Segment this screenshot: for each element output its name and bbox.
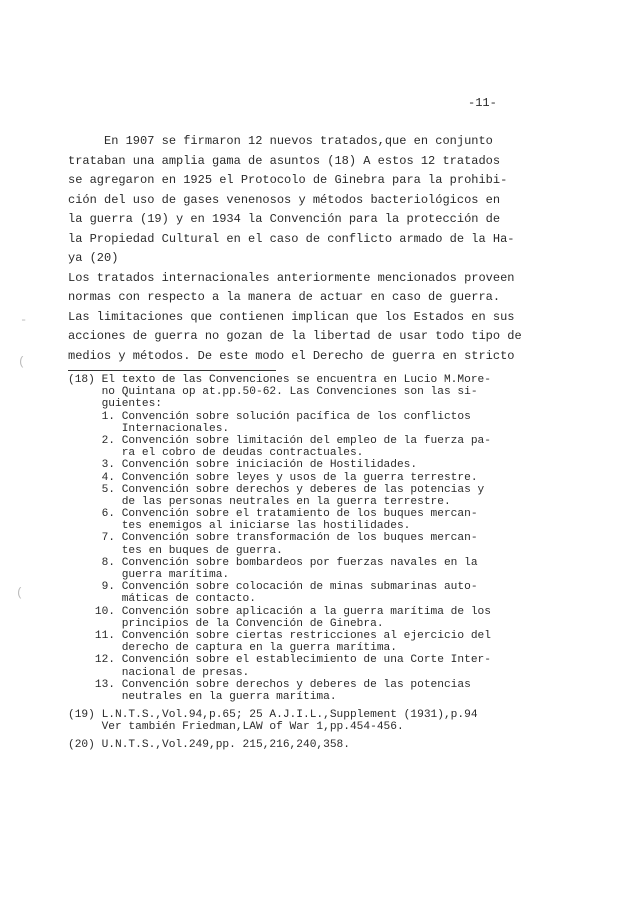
footnote-line: nacional de presas. <box>68 666 250 679</box>
footnote-divider <box>68 370 276 371</box>
body-line: trataban una amplia gama de asuntos (18) A estos 12 tratados <box>68 153 501 168</box>
footnote-line: derecho de captura en la guerra marítima. <box>68 642 397 655</box>
footnote-line: máticas de contacto. <box>68 593 256 606</box>
body-line: medios y métodos. De este modo el Derecho de guerra en stricto <box>68 348 515 363</box>
body-line: ción del uso de gases venenosos y métodos bacteriológicos en <box>68 192 501 207</box>
body-line: la guerra (19) y en 1934 la Convención para la protección de <box>68 212 501 226</box>
footnote-line: 2. Convención sobre limitación del empleo de la fuerza pa- <box>68 434 491 447</box>
page-number: -11- <box>468 96 497 110</box>
footnote-line: 9. Convención sobre colocación de minas submarinas auto- <box>68 581 478 594</box>
footnote-line: tes enemigos al iniciarse las hostilidades. <box>68 520 411 533</box>
body-line: la Propiedad Cultural en el caso de conflicto armado de la Ha- <box>68 231 515 246</box>
footnote-line: no Quintana op at.pp.50-62. Las Convenciones son las si- <box>68 386 478 399</box>
footnote-20 <box>68 739 568 751</box>
footnote-line: 1. Convención sobre solución pacífica de los conflictos <box>68 410 471 423</box>
footnote-line: 6. Convención sobre el tratamiento de los buques mercan- <box>68 508 478 521</box>
footnote-line: 3. Convención sobre iniciación de Hostilidades. <box>68 459 418 472</box>
footnote-line: 13. Convención sobre derechos y deberes de las potencias <box>68 678 471 691</box>
body-line: Los tratados internacionales anteriormente mencionados proveen <box>68 270 515 285</box>
footnote-line: de las personas neutrales en la guerra terrestre. <box>68 495 451 508</box>
footnote-line: neutrales en la guerra marítima. <box>68 690 337 703</box>
body-line: En 1907 se firmaron 12 nuevos tratados,que en conjunto <box>68 134 493 148</box>
footnote-line: Internacionales. <box>68 422 230 435</box>
footnote-line: 12. Convención sobre el establecimiento de una Corte Inter- <box>68 654 491 667</box>
body-line: normas con respecto a la manera de actuar en caso de guerra. <box>68 290 501 304</box>
footnote-line: ra el cobro de deudas contractuales. <box>68 447 364 460</box>
footnote-line: (19) L.N.T.S.,Vol.94,p.65; 25 A.J.I.L.,Supplement (1931),p.94 <box>68 709 478 722</box>
body-line: Las limitaciones que contienen implican que los Estados en sus <box>68 309 515 324</box>
footnote-line: principios de la Convención de Ginebra. <box>68 617 384 630</box>
footnotes <box>68 374 568 752</box>
footnote-line: 11. Convención sobre ciertas restricciones al ejercicio del <box>68 629 491 642</box>
footnote-line: 10. Convención sobre aplicación a la guerra marítima de los <box>68 605 491 618</box>
body-line: acciones de guerra no gozan de la libertad de usar todo tipo de <box>68 329 522 343</box>
footnote-line: 5. Convención sobre derechos y deberes de las potencias y <box>68 483 485 496</box>
footnote-line: 4. Convención sobre leyes y usos de la guerra terrestre. <box>68 471 478 484</box>
footnote-18 <box>68 374 568 703</box>
body-line: se agregaron en 1925 el Protocolo de Ginebra para la prohibi- <box>68 173 508 187</box>
footnote-line: (18) El texto de las Convenciones se encuentra en Lucio M.More- <box>68 374 491 386</box>
body-line: ya (20) <box>68 251 119 265</box>
margin-mark: ( <box>18 355 26 369</box>
footnote-line: (20) U.N.T.S.,Vol.249,pp. 215,216,240,358. <box>68 739 350 752</box>
margin-mark: - <box>20 313 28 327</box>
footnote-line: 7. Convención sobre transformación de los buques mercan- <box>68 532 478 545</box>
footnote-line: guerra marítima. <box>68 569 230 581</box>
footnote-line: guientes: <box>68 398 162 411</box>
margin-mark: ( <box>16 586 24 600</box>
body-text <box>68 132 568 366</box>
footnote-line: tes en buques de guerra. <box>68 544 283 557</box>
footnote-line: Ver también Friedman,LAW of War 1,pp.454-456. <box>68 721 404 734</box>
footnote-line: 8. Convención sobre bombardeos por fuerzas navales en la <box>68 556 478 569</box>
footnote-19 <box>68 709 568 733</box>
